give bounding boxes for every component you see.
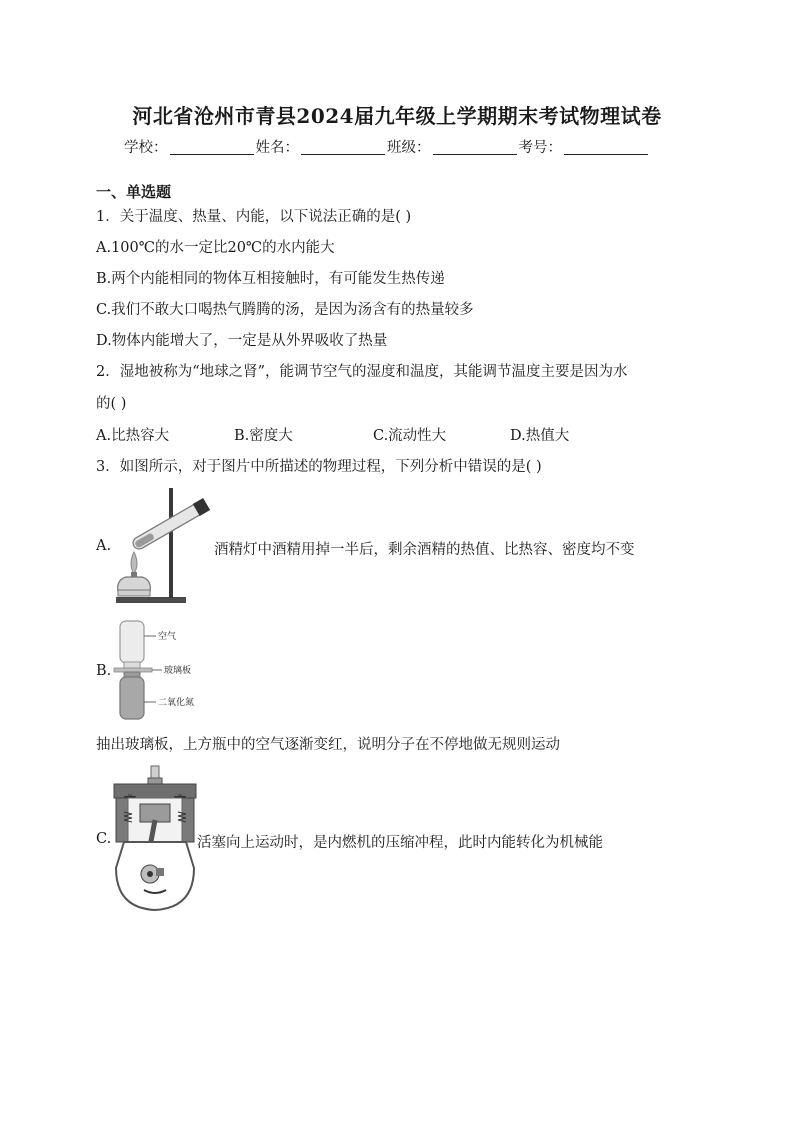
q1-option-d: D.物体内能增大了，一定是从外界吸收了热量	[96, 333, 388, 349]
q1-option-a: A.100℃的水一定比20℃的水内能大	[96, 240, 335, 256]
q2-option-d: D.热值大	[510, 428, 570, 444]
section-heading: 一、单选题	[96, 183, 172, 201]
label-air: 空气	[158, 632, 177, 642]
glass-plate	[114, 668, 152, 672]
piston	[140, 804, 170, 822]
q3-option-a-text: 酒精灯中酒精用掉一半后，剩余酒精的热值、比热容、密度均不变	[214, 542, 635, 558]
q3-option-c-text: 活塞向上运动时，是内燃机的压缩冲程，此时内能转化为机械能	[197, 835, 603, 851]
class-label: 班级：	[387, 140, 431, 156]
q2-stem-line1: 2．湿地被称为“地球之肾”，能调节空气的湿度和温度，其能调节温度主要是因为水	[96, 364, 628, 380]
number-blank[interactable]	[564, 140, 648, 155]
page-title: 河北省沧州市青县2024届九年级上学期期末考试物理试卷	[132, 104, 662, 128]
upper-bottle	[120, 621, 144, 663]
school-label: 学校：	[124, 140, 168, 156]
q3-option-a-label: A.	[96, 538, 112, 554]
q2-option-a: A.比热容大	[96, 428, 170, 444]
stand-rod	[169, 488, 173, 598]
number-label: 考号：	[518, 140, 562, 156]
label-glass-plate: 玻璃板	[164, 666, 192, 676]
label-nitrogen-dioxide: 二氧化氮	[158, 698, 195, 708]
q3-option-b-label: B.	[96, 663, 112, 679]
school-blank[interactable]	[170, 140, 254, 155]
name-label: 姓名：	[255, 140, 299, 156]
cylinder-head	[114, 784, 196, 798]
cylinder-wall-right	[182, 798, 194, 842]
q1-option-b: B.两个内能相同的物体互相接触时，有可能发生热传递	[96, 271, 445, 287]
stand-base	[116, 597, 186, 603]
q1-option-c: C.我们不敢大口喝热气腾腾的汤，是因为汤含有的热量较多	[96, 302, 474, 318]
q3-stem: 3．如图所示，对于图片中所描述的物理过程，下列分析中错误的是( )	[96, 459, 542, 475]
alcohol-lamp-figure	[112, 484, 216, 608]
name-blank[interactable]	[301, 140, 385, 155]
q2-option-b: B.密度大	[234, 428, 293, 444]
engine-figure	[110, 764, 200, 914]
flame	[131, 552, 137, 574]
gas-diffusion-figure	[110, 618, 220, 722]
q2-stem-line2: 的( )	[96, 396, 127, 412]
cylinder-wall-left	[116, 798, 128, 842]
class-blank[interactable]	[433, 140, 517, 155]
q1-stem: 1．关于温度、热量、内能，以下说法正确的是( )	[96, 209, 412, 225]
q3-option-c-label: C.	[96, 831, 112, 847]
student-info-line	[124, 136, 650, 157]
q3-option-b-text: 抽出玻璃板，上方瓶中的空气逐渐变红，说明分子在不停地做无规则运动	[96, 737, 560, 753]
lower-bottle	[120, 677, 144, 719]
q2-option-c: C.流动性大	[373, 428, 447, 444]
